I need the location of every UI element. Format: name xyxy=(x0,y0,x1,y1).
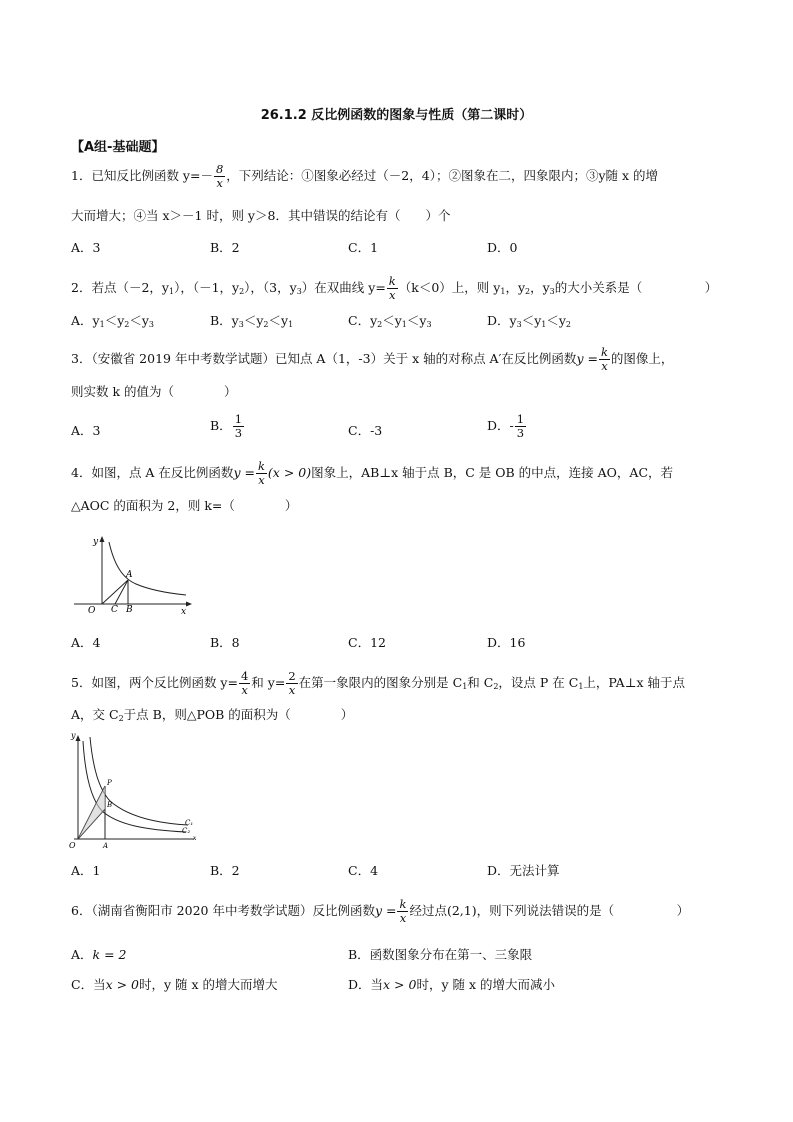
question-3: 3．（安徽省 2019 年中考数学试题）已知点 A（1，-3）关于 x 轴的对称点 A′在反比例函数y = $\frac{k}{x}$ 的图像上， xyxy=(71,345,674,373)
question-6: 6．（湖南省衡阳市 2020 年中考数学试题）反比例函数y = $\frac{k}{x}$ 经过点(2,1)，则下列说法错误的是（ ） xyxy=(71,897,690,925)
fraction: $\frac{k}{x}$ xyxy=(388,274,396,302)
y-axis-arrow xyxy=(100,536,105,542)
label-y: y xyxy=(93,537,99,547)
question-2: 2．若点（－2，$y_1$），（－1，$y_2$），（3，$y_3$）在双曲线 y= $\frac{k}{x}$ （k＜0）上，则 $y_1$，$y_2$，$y_3$的大小关系是（ ） xyxy=(71,274,718,302)
y-axis-arrow xyxy=(76,735,81,741)
q2-option-c: C．$y_2<y_1<y_3$ xyxy=(348,313,432,329)
q1-option-a: A．3 xyxy=(71,240,101,255)
label-c2: C₂ xyxy=(182,827,191,835)
label-c1: C₁ xyxy=(185,819,194,827)
question-3-line-2: 则实数 k 的值为（ ） xyxy=(71,384,237,399)
label-x: x xyxy=(181,607,187,617)
q1-option-b: B．2 xyxy=(210,240,240,255)
label-a: A xyxy=(126,570,133,580)
segment-ac xyxy=(115,580,128,604)
figure-q5 xyxy=(66,729,201,851)
figure-q4 xyxy=(66,532,196,617)
label-b: B xyxy=(126,605,133,615)
label-p: P xyxy=(107,779,112,787)
q5-option-a: A．1 xyxy=(71,863,101,878)
section-heading: 【A组-基础题】 xyxy=(71,140,165,155)
q2-option-b: B．$y_3<y_2<y_1$ xyxy=(210,313,294,329)
fraction: $\frac{4}{x}$ xyxy=(240,669,249,697)
q5-option-b: B．2 xyxy=(210,863,240,878)
label-a: A xyxy=(103,842,109,850)
q4-option-a: A．4 xyxy=(71,635,101,650)
question-5: 5．如图，两个反比例函数 y= $\frac{4}{x}$ 和 y= $\frac{2}{x}$ 在第一象限内的图象分别是 $C_1$和 $C_2$，设点 P 在 $C_1$上，PA⊥x 轴于点 xyxy=(71,669,685,697)
q4-option-c: C．12 xyxy=(348,635,386,650)
q2-option-d: D．$y_3<y_1<y_2$ xyxy=(487,313,571,329)
fraction: $\frac{k}{x}$ xyxy=(600,345,608,373)
question-1-line-2: 大而增大；④当 x＞－1 时，则 y＞8．其中错误的结论有（ ）个 xyxy=(71,208,451,223)
question-4-line-2: △AOC 的面积为 2，则 k=（ ） xyxy=(71,498,298,513)
label-b: B xyxy=(107,801,113,809)
q6-option-c: C．当x > 0时，y 随 x 的增大而增大 xyxy=(71,977,278,992)
fraction: $\frac{2}{x}$ xyxy=(288,669,296,697)
q6-option-b: B．函数图象分布在第一、三象限 xyxy=(348,947,533,962)
label-y: y xyxy=(71,731,76,740)
page-title: 26.1.2 反比例函数的图象与性质（第二课时） xyxy=(260,108,533,123)
question-4: 4．如图，点 A 在反比例函数y = $\frac{k}{x}$ (x > 0)图象上，AB⊥x 轴于点 B，C 是 OB 的中点，连接 AO，AC，若 xyxy=(71,459,674,487)
q6-option-d: D．当x > 0时，y 随 x 的增大而减小 xyxy=(348,977,556,992)
q6-option-a: A．k = 2 xyxy=(71,947,127,962)
q3-option-c: C．-3 xyxy=(348,423,383,438)
fraction: $\frac{k}{x}$ xyxy=(257,459,265,487)
q5-option-c: C．4 xyxy=(348,863,379,878)
q4-option-d: D．16 xyxy=(487,635,526,650)
segment-ao xyxy=(102,580,128,604)
fraction: $\frac{1}{3}$ xyxy=(516,412,525,440)
q1-option-d: D．0 xyxy=(487,240,518,255)
label-c: C xyxy=(111,605,118,615)
fraction: $\frac{k}{x}$ xyxy=(399,897,407,925)
q5-option-d: D．无法计算 xyxy=(487,863,560,878)
q4-option-b: B．8 xyxy=(210,635,240,650)
fraction: $\frac{8}{x}$ xyxy=(215,162,224,190)
q2-option-a: A．$y_1<y_2<y_3$ xyxy=(71,313,154,329)
question-5-line-2: A，交 $C_2$于点 B，则△POB 的面积为（ ） xyxy=(71,707,354,723)
question-1: 1．已知反比例函数 y=－ $\frac{8}{x}$ ，下列结论：①图象必经过（－2，4）；②图象在二，四象限内；③y随 x 的增 xyxy=(71,162,659,190)
fraction: $\frac{1}{3}$ xyxy=(234,412,243,440)
label-x: x xyxy=(193,835,197,842)
label-o: O xyxy=(88,606,96,616)
label-o: O xyxy=(69,841,76,850)
x-axis-arrow xyxy=(186,602,192,607)
q1-option-c: C．1 xyxy=(348,240,379,255)
q3-option-d: D．- $\frac{1}{3}$ xyxy=(487,412,525,440)
curve-c2 xyxy=(83,741,186,832)
q3-option-b: B． $\frac{1}{3}$ xyxy=(210,412,243,440)
q3-option-a: A．3 xyxy=(71,423,101,438)
